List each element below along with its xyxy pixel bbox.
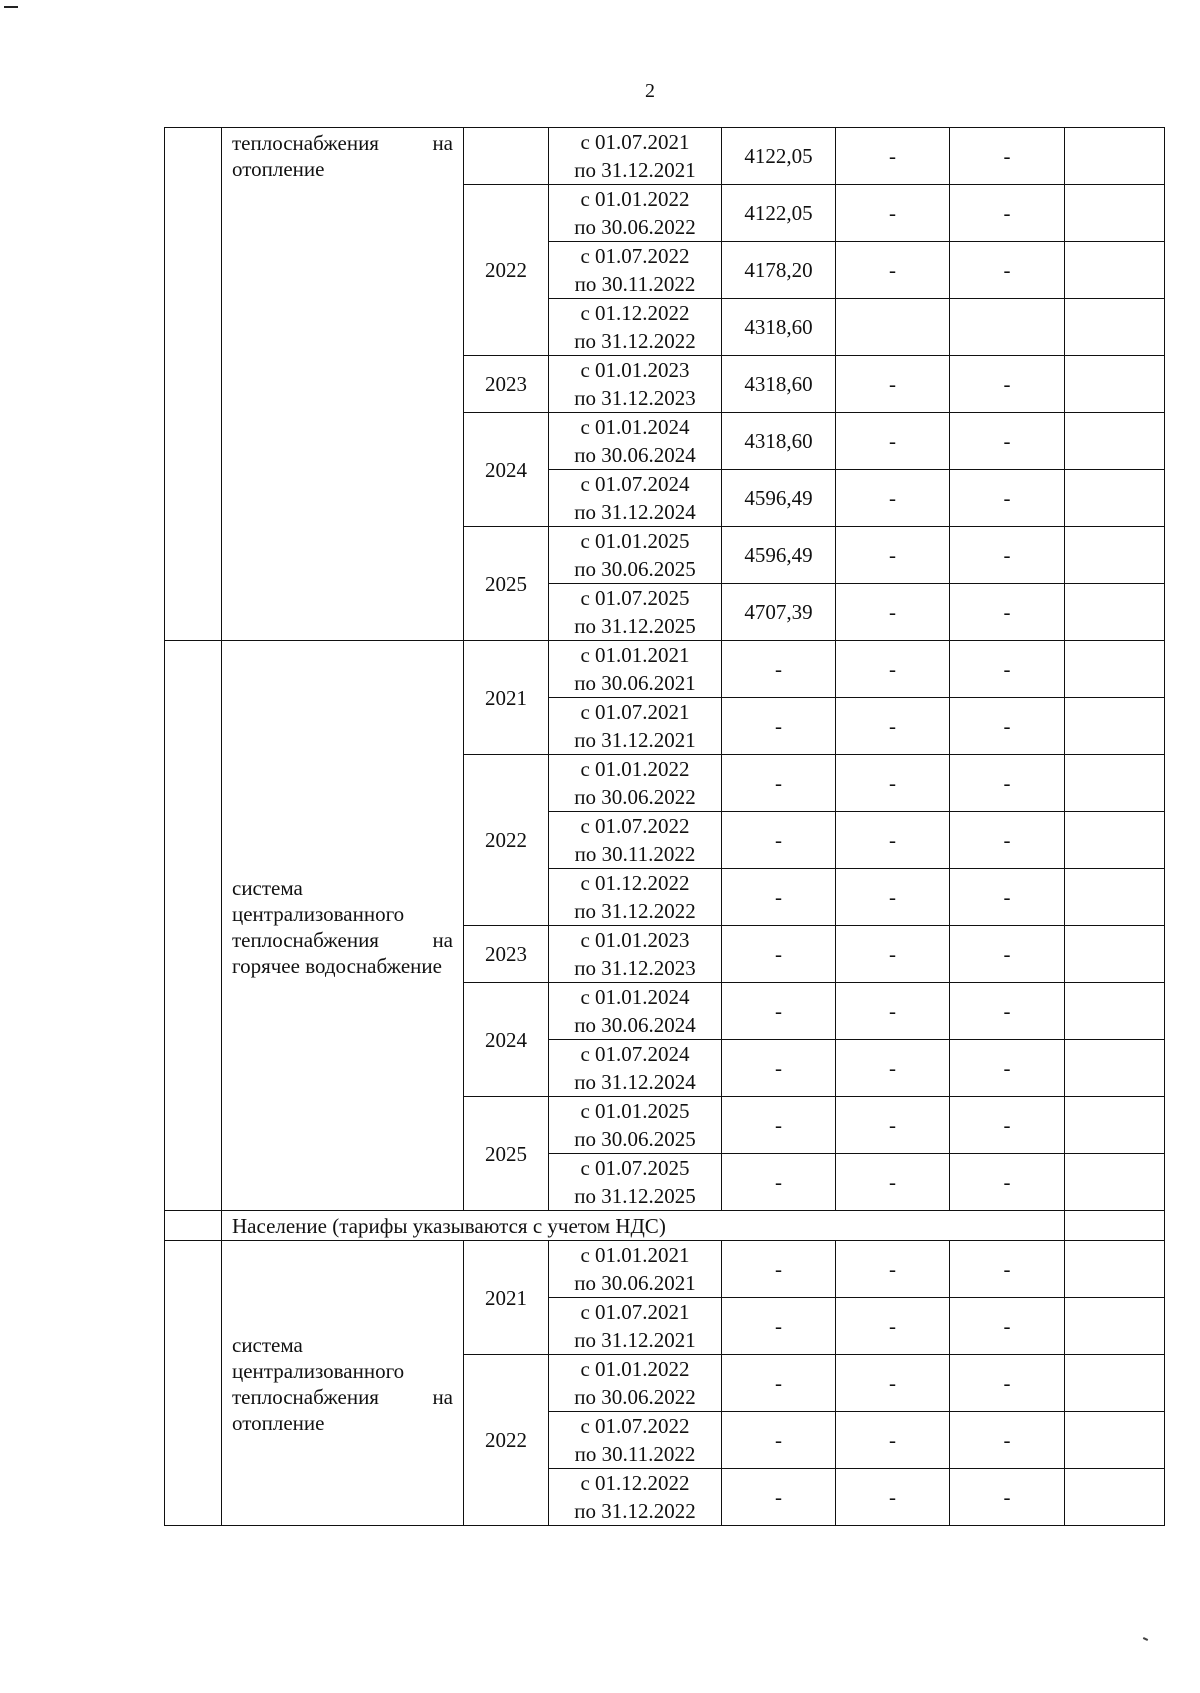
tariff-table (164, 127, 1165, 1526)
tariff-cell (1065, 128, 1165, 185)
period-from: с 01.01.2021 (580, 643, 690, 667)
period-from: с 01.07.2021 (580, 700, 690, 724)
tariff-value-cell: 4178,20 (722, 242, 836, 299)
tariff-cell: - (836, 584, 950, 641)
tariff-cell (1065, 242, 1165, 299)
tariff-value-cell: 4318,60 (722, 413, 836, 470)
tariff-cell: - (836, 242, 950, 299)
year-cell: 2023 (464, 356, 549, 413)
period-to: по 30.06.2022 (574, 785, 696, 809)
section-row (165, 1211, 1165, 1241)
period-cell (549, 470, 722, 527)
tariff-cell: - (836, 812, 950, 869)
tariff-cell (1065, 926, 1165, 983)
tariff-cell (836, 299, 950, 356)
tariff-cell: - (950, 641, 1065, 698)
tariff-cell (1065, 755, 1165, 812)
tariff-cell (1065, 1154, 1165, 1211)
period-from: с 01.01.2024 (580, 985, 690, 1009)
period-from: с 01.01.2025 (580, 529, 690, 553)
tariff-table-body (165, 128, 1165, 1526)
period-cell (549, 584, 722, 641)
tariff-cell (1065, 1355, 1165, 1412)
tariff-value-cell: 4596,49 (722, 470, 836, 527)
tariff-cell (1065, 1040, 1165, 1097)
tariff-cell (1065, 185, 1165, 242)
tariff-cell: - (950, 1355, 1065, 1412)
period-to: по 30.11.2022 (574, 272, 696, 296)
year-cell: 2021 (464, 1241, 549, 1355)
number-cell (165, 1241, 222, 1526)
tariff-cell: - (836, 470, 950, 527)
tariff-cell (1065, 1298, 1165, 1355)
tariff-value-cell: - (722, 1298, 836, 1355)
year-cell: 2023 (464, 926, 549, 983)
table-row (165, 128, 1165, 185)
scan-mark (1143, 1637, 1148, 1641)
tariff-cell: - (836, 413, 950, 470)
year-cell: 2024 (464, 413, 549, 527)
tariff-value-cell: - (722, 755, 836, 812)
consumer-category-name: система централизованного теплоснабжения на горячее водоснабжение (232, 875, 453, 978)
period-to: по 30.11.2022 (574, 1442, 696, 1466)
tariff-cell: - (836, 926, 950, 983)
tariff-value-cell: - (722, 1355, 836, 1412)
tariff-value-cell: - (722, 812, 836, 869)
tariff-cell (1065, 641, 1165, 698)
period-to: по 31.12.2024 (574, 500, 696, 524)
tariff-value-cell: - (722, 983, 836, 1040)
period-to: по 30.06.2024 (574, 1013, 696, 1037)
period-cell (549, 413, 722, 470)
period-cell (549, 128, 722, 185)
year-cell: 2022 (464, 1355, 549, 1526)
tariff-cell: - (950, 926, 1065, 983)
period-to: по 30.06.2022 (574, 215, 696, 239)
tariff-cell (1065, 1097, 1165, 1154)
period-to: по 30.11.2022 (574, 842, 696, 866)
tariff-value-cell: - (722, 698, 836, 755)
tariff-value-cell: - (722, 1412, 836, 1469)
tariff-cell: - (836, 1097, 950, 1154)
consumer-category-name: система централизованного теплоснабжения на отопление (232, 1333, 453, 1435)
tariff-cell: - (950, 356, 1065, 413)
tariff-cell: - (836, 641, 950, 698)
period-cell (549, 1040, 722, 1097)
period-from: с 01.01.2022 (580, 757, 690, 781)
period-to: по 31.12.2025 (574, 614, 696, 638)
period-cell (549, 527, 722, 584)
tariff-value-cell: 4122,05 (722, 128, 836, 185)
period-from: с 01.01.2023 (580, 358, 690, 382)
tariff-cell (1065, 527, 1165, 584)
tariff-cell: - (950, 1469, 1065, 1526)
period-cell (549, 641, 722, 698)
tariff-cell (1065, 356, 1165, 413)
year-cell: 2022 (464, 755, 549, 926)
tariff-cell: - (950, 1241, 1065, 1298)
number-cell (165, 128, 222, 641)
tariff-cell: - (836, 1040, 950, 1097)
year-cell: 2025 (464, 1097, 549, 1211)
tariff-cell (1065, 983, 1165, 1040)
tariff-cell (950, 299, 1065, 356)
period-from: с 01.07.2025 (580, 586, 690, 610)
period-cell (549, 356, 722, 413)
period-to: по 31.12.2022 (574, 1499, 696, 1523)
page-number: 2 (645, 80, 655, 102)
tariff-cell: - (836, 185, 950, 242)
period-to: по 30.06.2025 (574, 557, 696, 581)
period-cell (549, 1412, 722, 1469)
tariff-cell: - (950, 698, 1065, 755)
tariff-cell: - (950, 812, 1065, 869)
tariff-value-cell: 4707,39 (722, 584, 836, 641)
tariff-value-cell: - (722, 1097, 836, 1154)
period-to: по 30.06.2025 (574, 1127, 696, 1151)
tariff-cell: - (836, 128, 950, 185)
tariff-cell (1065, 1412, 1165, 1469)
period-cell (549, 1469, 722, 1526)
scan-mark (4, 6, 18, 8)
period-cell (549, 698, 722, 755)
tariff-cell: - (836, 1355, 950, 1412)
consumer-category-cell (222, 128, 464, 641)
tariff-cell: - (950, 413, 1065, 470)
period-from: с 01.07.2022 (580, 244, 690, 268)
consumer-category-name: теплоснабжения на отопление (232, 131, 453, 181)
tariff-cell (1065, 869, 1165, 926)
tariff-value-cell: - (722, 1154, 836, 1211)
tariff-cell: - (836, 869, 950, 926)
period-to: по 31.12.2022 (574, 329, 696, 353)
tariff-cell (1065, 698, 1165, 755)
tariff-cell: - (950, 983, 1065, 1040)
period-cell (549, 185, 722, 242)
tariff-value-cell: - (722, 926, 836, 983)
tariff-cell (1065, 584, 1165, 641)
year-cell (464, 128, 549, 185)
tariff-cell: - (836, 1298, 950, 1355)
empty-cell (1065, 1211, 1165, 1241)
period-from: с 01.07.2025 (580, 1156, 690, 1180)
period-to: по 30.06.2024 (574, 443, 696, 467)
tariff-cell: - (836, 983, 950, 1040)
tariff-value-cell: - (722, 1040, 836, 1097)
tariff-cell: - (950, 869, 1065, 926)
number-cell (165, 641, 222, 1211)
section-title: Население (тарифы указываются с учетом НДС) (222, 1211, 1065, 1241)
period-from: с 01.07.2024 (580, 1042, 690, 1066)
tariff-cell (1065, 299, 1165, 356)
tariff-value-cell: - (722, 1241, 836, 1298)
tariff-cell: - (950, 1097, 1065, 1154)
year-cell: 2025 (464, 527, 549, 641)
tariff-cell (1065, 470, 1165, 527)
tariff-cell: - (836, 356, 950, 413)
period-to: по 30.06.2021 (574, 1271, 696, 1295)
period-to: по 31.12.2021 (574, 1328, 696, 1352)
period-cell (549, 1241, 722, 1298)
period-cell (549, 1097, 722, 1154)
tariff-cell: - (950, 470, 1065, 527)
period-from: с 01.01.2024 (580, 415, 690, 439)
period-from: с 01.07.2021 (580, 1300, 690, 1324)
tariff-cell: - (950, 185, 1065, 242)
table-row (165, 641, 1165, 698)
period-cell (549, 299, 722, 356)
tariff-cell (1065, 413, 1165, 470)
tariff-cell (1065, 1469, 1165, 1526)
period-to: по 31.12.2022 (574, 899, 696, 923)
period-to: по 31.12.2023 (574, 956, 696, 980)
period-from: с 01.01.2025 (580, 1099, 690, 1123)
tariff-value-cell: 4596,49 (722, 527, 836, 584)
period-cell (549, 926, 722, 983)
period-cell (549, 869, 722, 926)
tariff-value-cell: - (722, 1469, 836, 1526)
tariff-cell: - (950, 1040, 1065, 1097)
tariff-value-cell: - (722, 869, 836, 926)
period-from: с 01.12.2022 (580, 1471, 690, 1495)
period-to: по 30.06.2022 (574, 1385, 696, 1409)
table-row (165, 1241, 1165, 1298)
period-from: с 01.01.2022 (580, 187, 690, 211)
period-to: по 31.12.2021 (574, 728, 696, 752)
period-cell (549, 983, 722, 1040)
period-cell (549, 242, 722, 299)
period-cell (549, 1298, 722, 1355)
year-cell: 2021 (464, 641, 549, 755)
tariff-cell: - (950, 1298, 1065, 1355)
year-cell: 2024 (464, 983, 549, 1097)
period-from: с 01.01.2023 (580, 928, 690, 952)
period-to: по 31.12.2025 (574, 1184, 696, 1208)
tariff-cell: - (836, 1154, 950, 1211)
tariff-cell: - (836, 698, 950, 755)
period-from: с 01.01.2021 (580, 1243, 690, 1267)
period-from: с 01.07.2022 (580, 814, 690, 838)
tariff-value-cell: 4318,60 (722, 299, 836, 356)
period-from: с 01.12.2022 (580, 301, 690, 325)
period-from: с 01.12.2022 (580, 871, 690, 895)
period-from: с 01.01.2022 (580, 1357, 690, 1381)
tariff-cell: - (836, 1469, 950, 1526)
period-to: по 31.12.2023 (574, 386, 696, 410)
period-to: по 30.06.2021 (574, 671, 696, 695)
consumer-category-cell (222, 641, 464, 1211)
tariff-cell: - (836, 1412, 950, 1469)
tariff-cell: - (836, 1241, 950, 1298)
tariff-cell: - (836, 755, 950, 812)
tariff-cell: - (950, 1154, 1065, 1211)
tariff-cell (1065, 1241, 1165, 1298)
tariff-value-cell: - (722, 641, 836, 698)
period-cell (549, 1355, 722, 1412)
tariff-cell: - (836, 527, 950, 584)
tariff-cell: - (950, 527, 1065, 584)
year-cell: 2022 (464, 185, 549, 356)
tariff-value-cell: 4122,05 (722, 185, 836, 242)
number-cell (165, 1211, 222, 1241)
period-cell (549, 755, 722, 812)
period-cell (549, 1154, 722, 1211)
tariff-cell: - (950, 584, 1065, 641)
consumer-category-cell (222, 1241, 464, 1526)
tariff-cell: - (950, 128, 1065, 185)
period-from: с 01.07.2021 (580, 130, 690, 154)
period-to: по 31.12.2021 (574, 158, 696, 182)
tariff-cell: - (950, 755, 1065, 812)
period-cell (549, 812, 722, 869)
tariff-cell: - (950, 1412, 1065, 1469)
period-from: с 01.07.2022 (580, 1414, 690, 1438)
period-from: с 01.07.2024 (580, 472, 690, 496)
tariff-cell (1065, 812, 1165, 869)
period-to: по 31.12.2024 (574, 1070, 696, 1094)
tariff-cell: - (950, 242, 1065, 299)
tariff-value-cell: 4318,60 (722, 356, 836, 413)
